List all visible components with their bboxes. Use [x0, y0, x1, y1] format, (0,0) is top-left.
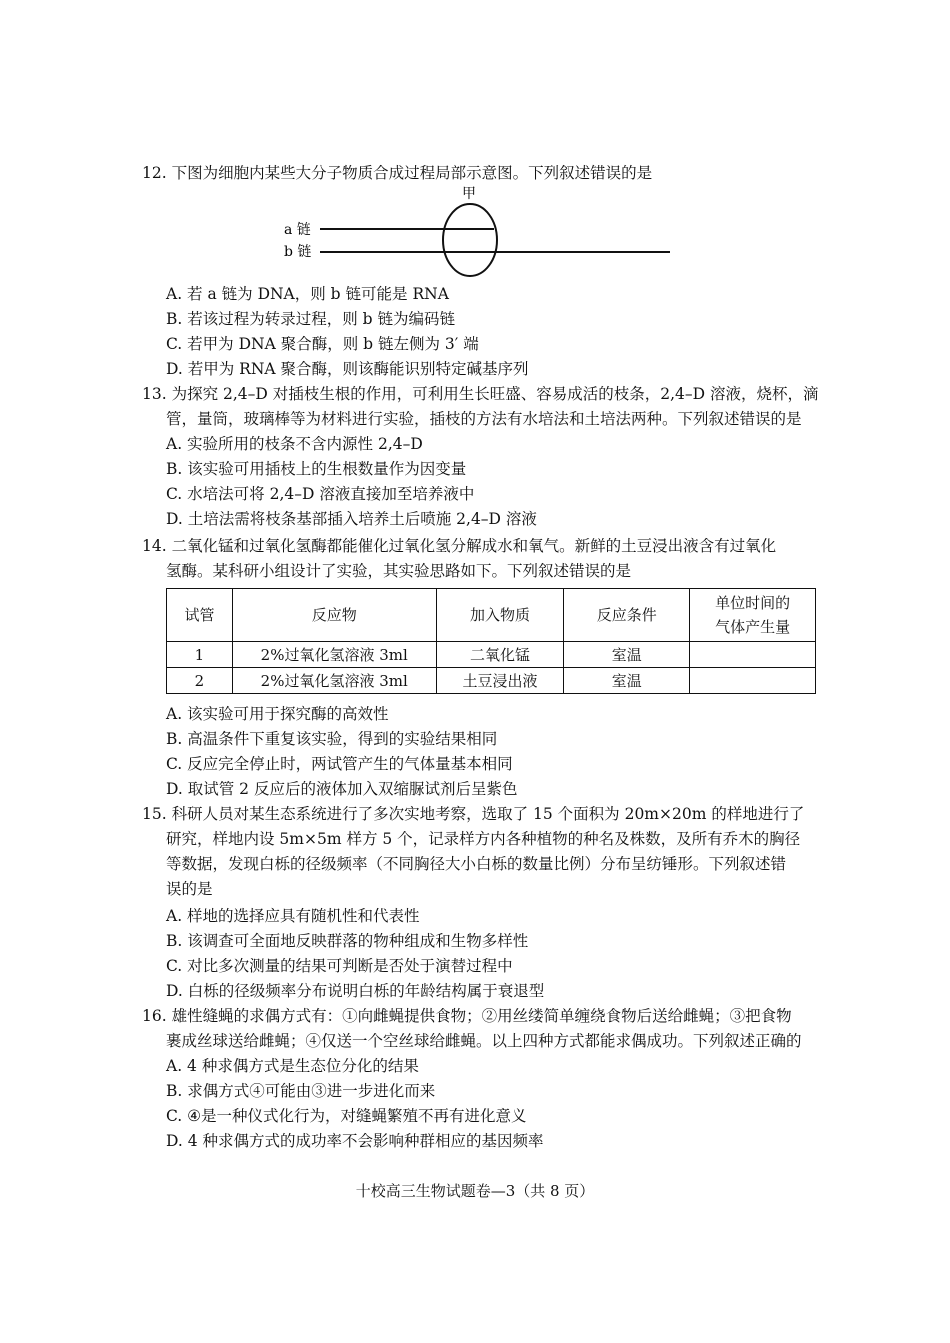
q12-option-a: A. 若 a 链为 DNA，则 b 链可能是 RNA [166, 285, 449, 303]
header-gas-amount [690, 589, 816, 642]
q13-option-c: C. 水培法可将 2,4–D 溶液直接加至培养液中 [166, 485, 475, 503]
table-cell: 1 [167, 642, 233, 668]
q14-option-c: C. 反应完全停止时，两试管产生的气体量基本相同 [166, 755, 513, 773]
q12-option-c: C. 若甲为 DNA 聚合酶，则 b 链左侧为 3′ 端 [166, 335, 479, 353]
header-added-substance: 加入物质 [436, 589, 564, 642]
table-cell: 2%过氧化氢溶液 3ml [232, 642, 436, 668]
header-gas-amount-line2: 气体产生量 [715, 618, 791, 636]
q16-stem-line1: 16. 雄性缝蝇的求偶方式有：①向雌蝇提供食物；②用丝缕简单缠绕食物后送给雌蝇；③把食物 [142, 1007, 792, 1025]
q15-option-a: A. 样地的选择应具有随机性和代表性 [166, 907, 420, 925]
q16-option-c: C. ④是一种仪式化行为，对缝蝇繁殖不再有进化意义 [166, 1107, 527, 1125]
table-cell [690, 668, 816, 694]
q13-option-b: B. 该实验可用插枝上的生根数量作为因变量 [166, 460, 467, 478]
q15-stem-line3: 等数据，发现白栎的径级频率（不同胸径大小白栎的数量比例）分布呈纺锤形。下列叙述错 [166, 855, 787, 873]
q13-option-a: A. 实验所用的枝条不含内源性 2,4–D [166, 435, 423, 453]
label-b-chain: b 链 [284, 244, 312, 260]
q15-stem-line1: 15. 科研人员对某生态系统进行了多次实地考察，选取了 15 个面积为 20m×20m 的样地进行了 [142, 805, 805, 823]
q13-stem-line1: 13. 为探究 2,4–D 对插枝生根的作用，可利用生长旺盛、容易成活的枝条，2,4–D 溶液，烧杯，滴 [142, 385, 819, 403]
table-cell: 土豆浸出液 [436, 668, 564, 694]
q15-stem-line4: 误的是 [166, 880, 213, 898]
label-a-chain: a 链 [284, 222, 311, 238]
q12-option-b: B. 若该过程为转录过程，则 b 链为编码链 [166, 310, 456, 328]
q16-option-d: D. 4 种求偶方式的成功率不会影响种群相应的基因频率 [166, 1132, 544, 1150]
header-condition: 反应条件 [564, 589, 690, 642]
table-cell: 2%过氧化氢溶液 3ml [232, 668, 436, 694]
table-cell: 室温 [564, 668, 690, 694]
q13-option-d: D. 土培法需将枝条基部插入培养土后喷施 2,4–D 溶液 [166, 510, 537, 528]
table-cell: 2 [167, 668, 233, 694]
q12-option-d: D. 若甲为 RNA 聚合酶，则该酶能识别特定碱基序列 [166, 360, 529, 378]
table-row [167, 642, 816, 668]
header-reactant: 反应物 [232, 589, 436, 642]
table-header-row [167, 589, 816, 642]
q16-option-b: B. 求偶方式④可能由③进一步进化而来 [166, 1082, 436, 1100]
synthesis-diagram [270, 180, 690, 280]
q16-stem-line2: 裹成丝球送给雌蝇；④仅送一个空丝球给雌蝇。以上四种方式都能求偶成功。下列叙述正确的 [166, 1032, 802, 1050]
q14-option-a: A. 该实验可用于探究酶的高效性 [166, 705, 389, 723]
q15-option-d: D. 白栎的径级频率分布说明白栎的年龄结构属于衰退型 [166, 982, 545, 1000]
header-tube: 试管 [167, 589, 233, 642]
label-jia: 甲 [462, 186, 476, 202]
q14-option-b: B. 高温条件下重复该实验，得到的实验结果相同 [166, 730, 498, 748]
enzyme-jia-ellipse [443, 204, 497, 276]
header-gas-amount-line1: 单位时间的 [715, 594, 791, 612]
q12-stem: 12. 下图为细胞内某些大分子物质合成过程局部示意图。下列叙述错误的是 [142, 164, 653, 182]
table-cell: 室温 [564, 642, 690, 668]
table-row [167, 668, 816, 694]
q15-option-c: C. 对比多次测量的结果可判断是否处于演替过程中 [166, 957, 513, 975]
q14-stem-line2: 氢酶。某科研小组设计了实验，其实验思路如下。下列叙述错误的是 [166, 562, 632, 580]
q14-stem-line1: 14. 二氧化锰和过氧化氢酶都能催化过氧化氢分解成水和氧气。新鲜的土豆浸出液含有过氧化 [142, 537, 777, 555]
page-footer: 十校高三生物试题卷—3（共 8 页） [355, 1182, 595, 1200]
q13-stem-line2: 管，量筒，玻璃棒等为材料进行实验，插枝的方法有水培法和土培法两种。下列叙述错误的是 [166, 410, 802, 428]
table-cell: 二氧化锰 [436, 642, 564, 668]
q15-option-b: B. 该调查可全面地反映群落的物种组成和生物多样性 [166, 932, 529, 950]
q16-option-a: A. 4 种求偶方式是生态位分化的结果 [166, 1057, 419, 1075]
q15-stem-line2: 研究，样地内设 5m×5m 样方 5 个，记录样方内各种植物的种名及株数，及所有乔木的胸径 [166, 830, 801, 848]
table-cell [690, 642, 816, 668]
experiment-table [166, 588, 816, 694]
q14-option-d: D. 取试管 2 反应后的液体加入双缩脲试剂后呈紫色 [166, 780, 518, 798]
